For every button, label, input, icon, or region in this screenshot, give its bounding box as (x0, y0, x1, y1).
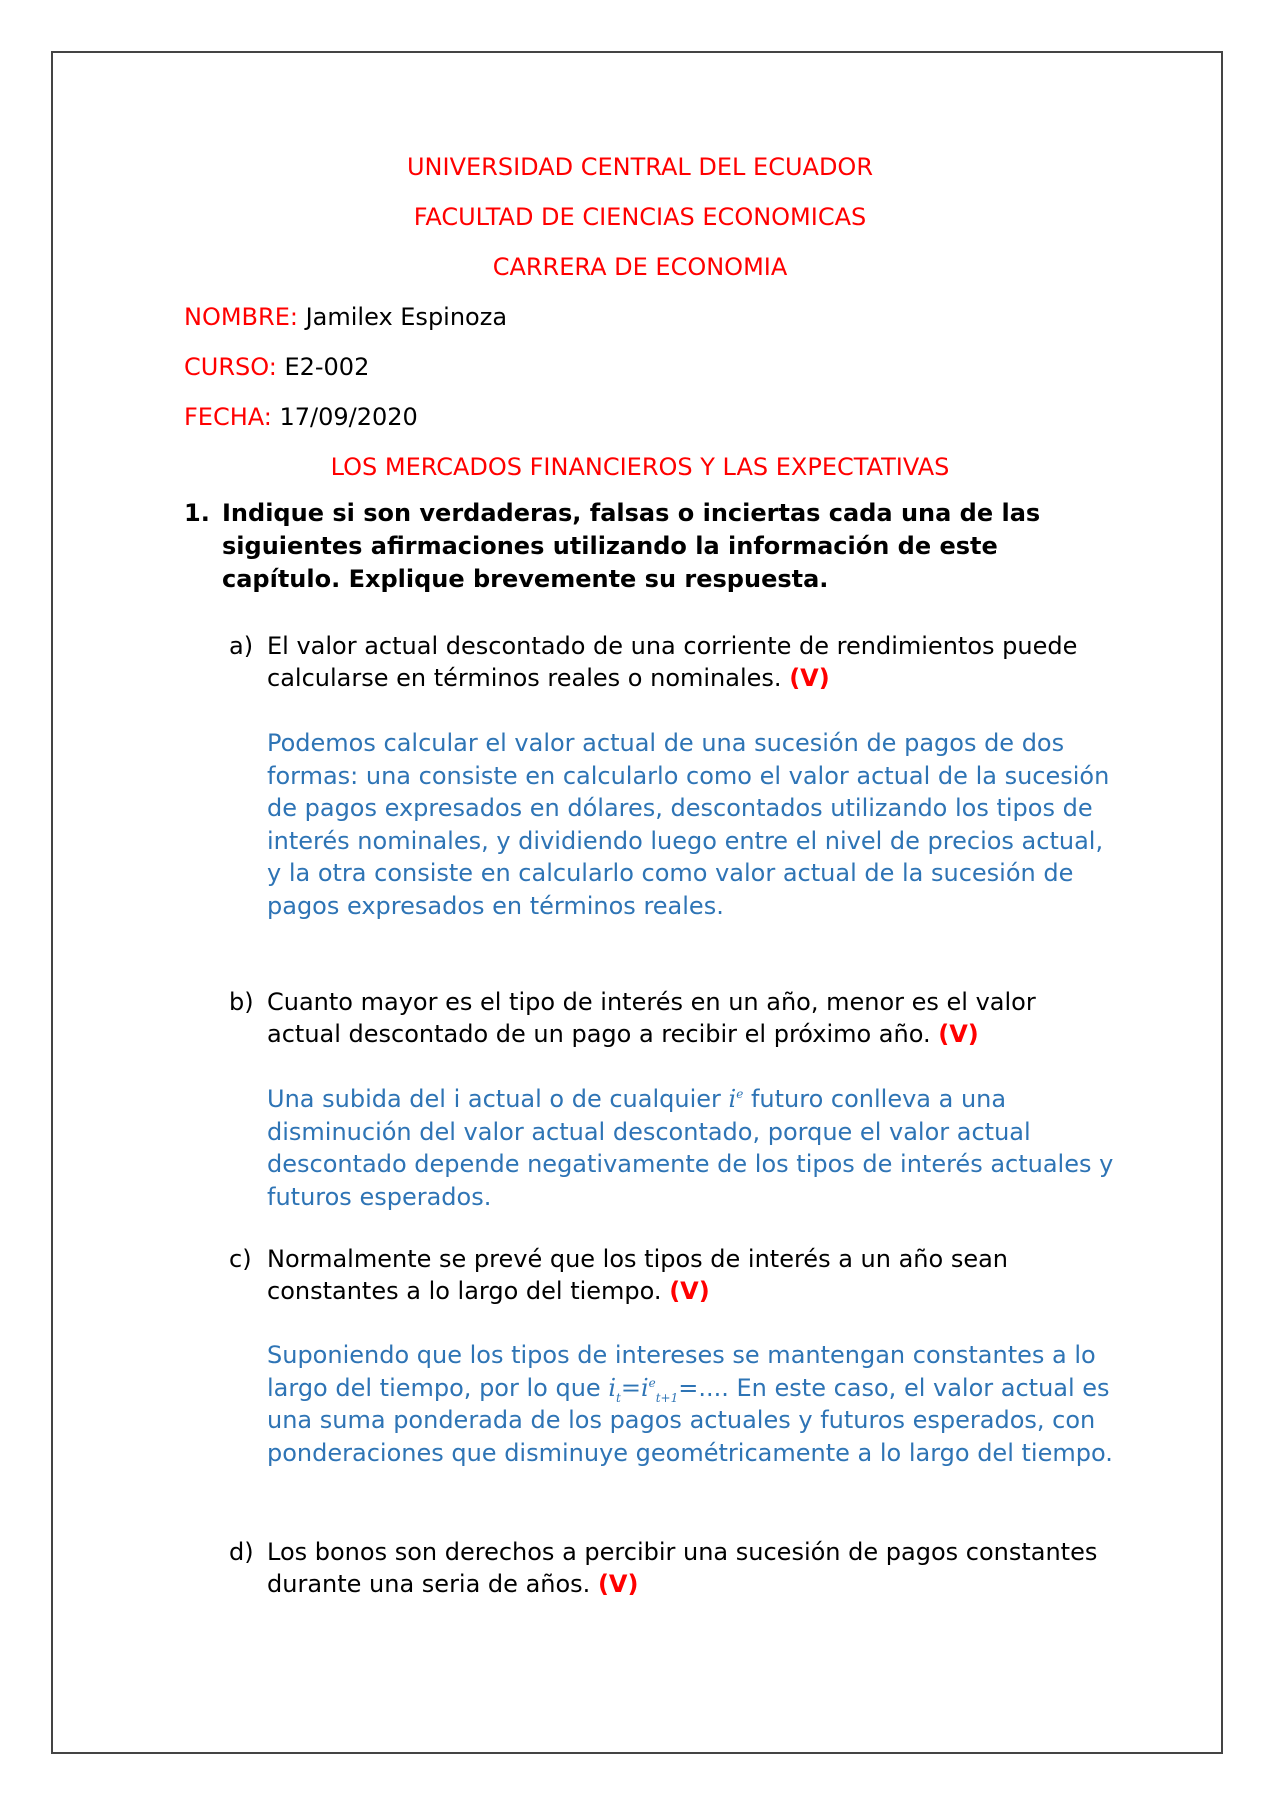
answer-a: Podemos calcular el valor actual de una sucesión de pagos de dos formas: una consiste en calcularlo como el valor actual de la sucesión de pagos expresados en dólares, descontados utilizando los tipos de interés nominales, y dividiendo luego entre el nivel de precios actual, y la otra consiste en calcularlo como valor actual de la sucesión de pagos expresados en términos reales. (267, 729, 1110, 920)
item-statement: El valor actual descontado de una corriente de rendimientos puede calcularse en términos reales o nominales. (267, 632, 1078, 692)
verdict-badge: (V) (597, 1570, 639, 1598)
item-label: c) (229, 1245, 252, 1273)
answer-text-end: futuro conlleva a una disminución del valor actual descontado, porque el valor actual descontado depende negativamente de los tipos de interés actuales y futuros esperados. (267, 1085, 1114, 1211)
item-label: a) (229, 632, 254, 660)
topic-title: LOS MERCADOS FINANCIEROS Y LAS EXPECTATIVAS (330, 453, 950, 481)
item-statement-wrap (267, 986, 1117, 1050)
item-statement: Normalmente se prevé que los tipos de interés a un año sean constantes a lo largo del tiempo. (267, 1245, 1009, 1305)
verdict-badge: (V) (938, 1020, 979, 1048)
faculty-title: FACULTAD DE CIENCIAS ECONOMICAS (413, 203, 867, 231)
item-label: d) (229, 1538, 254, 1566)
item-statement: Los bonos son derechos a percibir una sucesión de pagos constantes durante una seria de años. (267, 1538, 1098, 1598)
verdict-badge: (V) (789, 664, 830, 692)
item-statement: Cuanto mayor es el tipo de interés en un año, menor es el valor actual descontado de un pago a recibir el próximo año. (267, 988, 1036, 1048)
course-line (184, 352, 369, 382)
item-statement-wrap (267, 630, 1117, 694)
equation-tail: =.... (678, 1373, 729, 1402)
answer-text-start: Una subida del i actual o de cualquier (267, 1085, 721, 1113)
course-value: E2-002 (284, 353, 370, 381)
item-statement-wrap (267, 1536, 1117, 1600)
rate-equation: $i_t=i^e_{t+1}$ (608, 1373, 679, 1405)
career-title: CARRERA DE ECONOMIA (492, 253, 788, 281)
question-number: 1. (184, 499, 210, 527)
university-title: UNIVERSIDAD CENTRAL DEL ECUADOR (406, 153, 873, 181)
date-value: 17/09/2020 (279, 403, 418, 431)
student-name-line (184, 302, 507, 332)
answer-b (267, 1083, 1117, 1213)
name-label: NOMBRE: (184, 303, 298, 331)
item-statement-wrap (267, 1243, 1117, 1307)
course-label: CURSO: (184, 353, 277, 381)
name-value: Jamilex Espinoza (305, 303, 508, 331)
expected-rate-symbol: $i^e$ (728, 1085, 744, 1113)
answer-c (267, 1339, 1117, 1469)
date-label: FECHA: (184, 403, 272, 431)
answer-text-end: En este caso, el valor actual es una suma ponderada de los pagos actuales y futuros esperados, con ponderaciones que disminuye geométricamente a lo largo del tiempo. (267, 1373, 1113, 1467)
verdict-badge: (V) (669, 1277, 710, 1305)
item-label: b) (229, 988, 254, 1016)
answer-text-start: Suponiendo que los tipos de intereses se mantengan constantes a lo largo del tiempo, por lo que (267, 1341, 1096, 1402)
date-line (184, 402, 418, 432)
question-text: Indique si son verdaderas, falsas o inciertas cada una de las siguientes afirmaciones utilizando la información de este capítulo. Explique brevemente su respuesta. (222, 499, 1041, 593)
